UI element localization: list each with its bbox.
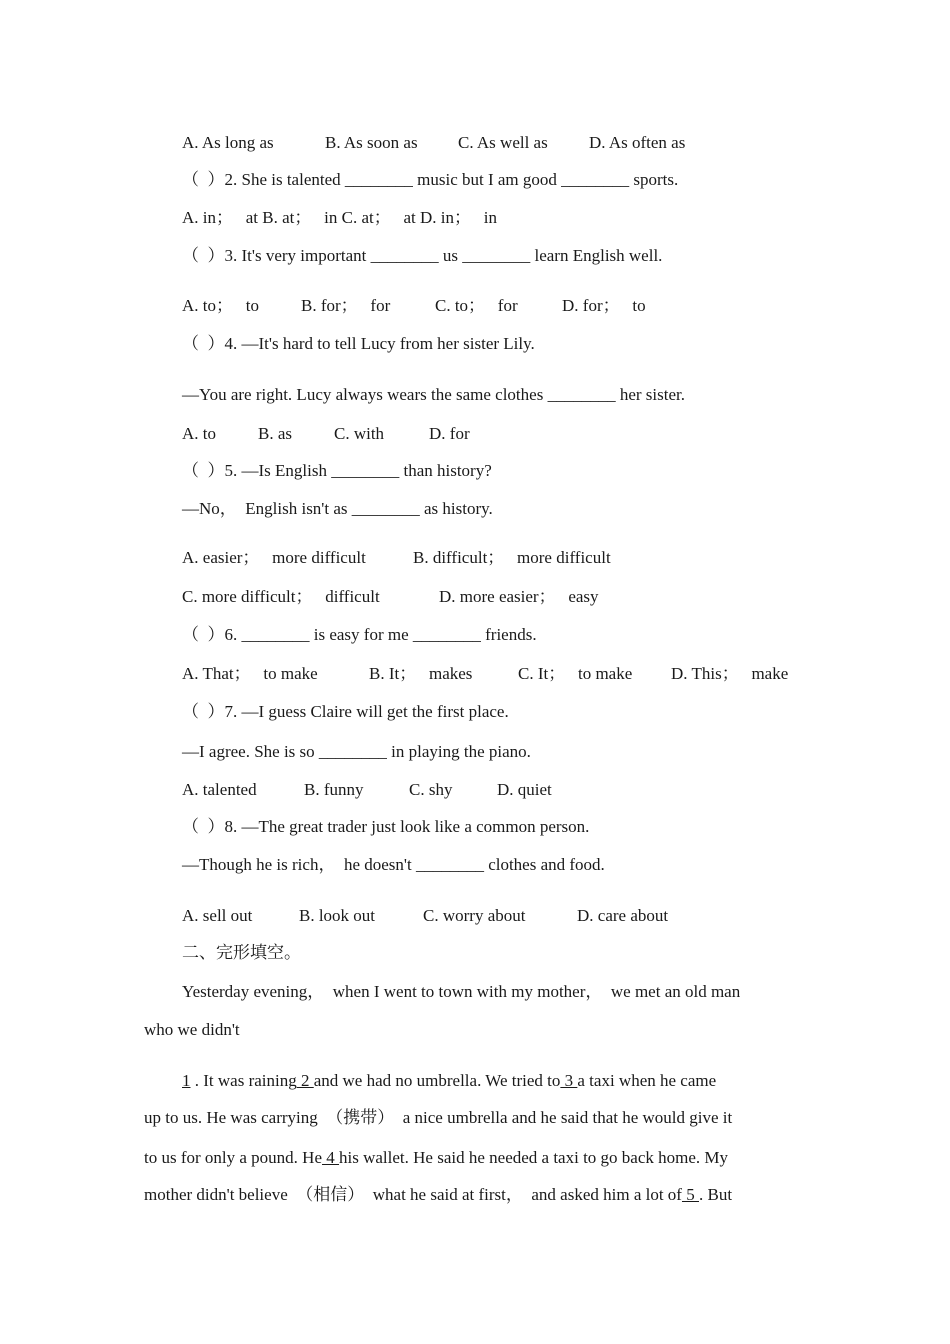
passage-line-3c: a taxi when he came [577, 1071, 717, 1090]
blank-5: 5 [681, 1185, 699, 1204]
passage-line-5b: his wallet. He said he needed a taxi to go back home. My [339, 1148, 729, 1167]
q4-option-a: A. to [182, 424, 216, 443]
q5-reply: —No， English isn't as ________ as history. [182, 499, 493, 518]
q4-stem: （ ）4. —It's hard to tell Lucy from her sister Lily. [182, 334, 535, 353]
q6-option-d: D. This； make [671, 664, 789, 683]
q3-option-d: D. for； to [562, 296, 646, 315]
q6-option-a: A. That； to make [182, 664, 318, 683]
q5-option-a: A. easier； more difficult [182, 548, 366, 567]
passage-line-6b: . But [698, 1185, 733, 1204]
q4-reply: —You are right. Lucy always wears the same clothes ________ her sister. [182, 385, 685, 404]
passage-line-5 [144, 1147, 728, 1169]
passage-line-5a: to us for only a pound. He [144, 1148, 323, 1167]
q6-option-b: B. It； makes [369, 664, 473, 683]
q4-option-b: B. as [258, 424, 292, 443]
q1-option-a: A. As long as [182, 133, 274, 152]
q8-reply: —Though he is rich， he doesn't ________ clothes and food. [182, 855, 605, 874]
q7-option-c: C. shy [409, 780, 453, 799]
q3-option-b: B. for； for [301, 296, 391, 315]
passage-line-3 [182, 1070, 716, 1092]
q8-option-d: D. care about [577, 906, 669, 925]
q3-option-a: A. to； to [182, 296, 259, 315]
q3-option-c: C. to； for [435, 296, 518, 315]
q7-option-d: D. quiet [497, 780, 552, 799]
q8-option-b: B. look out [299, 906, 376, 925]
q6-stem: （ ）6. ________ is easy for me ________ friends. [182, 625, 537, 644]
section2-title: 二、完形填空。 [182, 943, 301, 962]
q5-option-c: C. more difficult； difficult [182, 587, 380, 606]
q4-option-d: D. for [429, 424, 470, 443]
q4-option-c: C. with [334, 424, 385, 443]
q1-option-b: B. As soon as [325, 133, 418, 152]
blank-2: 2 [296, 1071, 314, 1090]
passage-line-1: Yesterday evening， when I went to town with my mother， we met an old man [182, 982, 741, 1001]
q5-option-b: B. difficult； more difficult [413, 548, 611, 567]
passage-line-3b: and we had no umbrella. We tried to [313, 1071, 561, 1090]
q2-stem: （ ）2. She is talented ________ music but I am good ________ sports. [182, 170, 679, 189]
q1-option-d: D. As often as [589, 133, 686, 152]
blank-1: 1 [182, 1071, 191, 1090]
q2-options: A. in； at B. at； in C. at； at D. in； in [182, 208, 497, 227]
q8-stem: （ ）8. —The great trader just look like a common person. [182, 817, 590, 836]
q1-option-c: C. As well as [458, 133, 548, 152]
q7-stem: （ ）7. —I guess Claire will get the first place. [182, 702, 509, 721]
q5-option-d: D. more easier； easy [439, 587, 599, 606]
q7-option-a: A. talented [182, 780, 257, 799]
q8-option-a: A. sell out [182, 906, 253, 925]
blank-3: 3 [560, 1071, 578, 1090]
passage-line-4: up to us. He was carrying （携带） a nice umbrella and he said that he would give it [144, 1108, 733, 1127]
q8-option-c: C. worry about [423, 906, 526, 925]
q6-option-c: C. It； to make [518, 664, 633, 683]
passage-line-6a: mother didn't believe （相信） what he said at first， and asked him a lot of [144, 1185, 682, 1204]
q5-stem: （ ）5. —Is English ________ than history? [182, 461, 492, 480]
passage-line-2: who we didn't [144, 1020, 240, 1039]
q7-option-b: B. funny [304, 780, 364, 799]
passage-line-3a: . It was raining [190, 1071, 297, 1090]
blank-4: 4 [322, 1148, 340, 1167]
q3-stem: （ ）3. It's very important ________ us ________ learn English well. [182, 246, 663, 265]
passage-line-6 [144, 1184, 732, 1206]
q7-reply: —I agree. She is so ________ in playing the piano. [182, 742, 531, 761]
